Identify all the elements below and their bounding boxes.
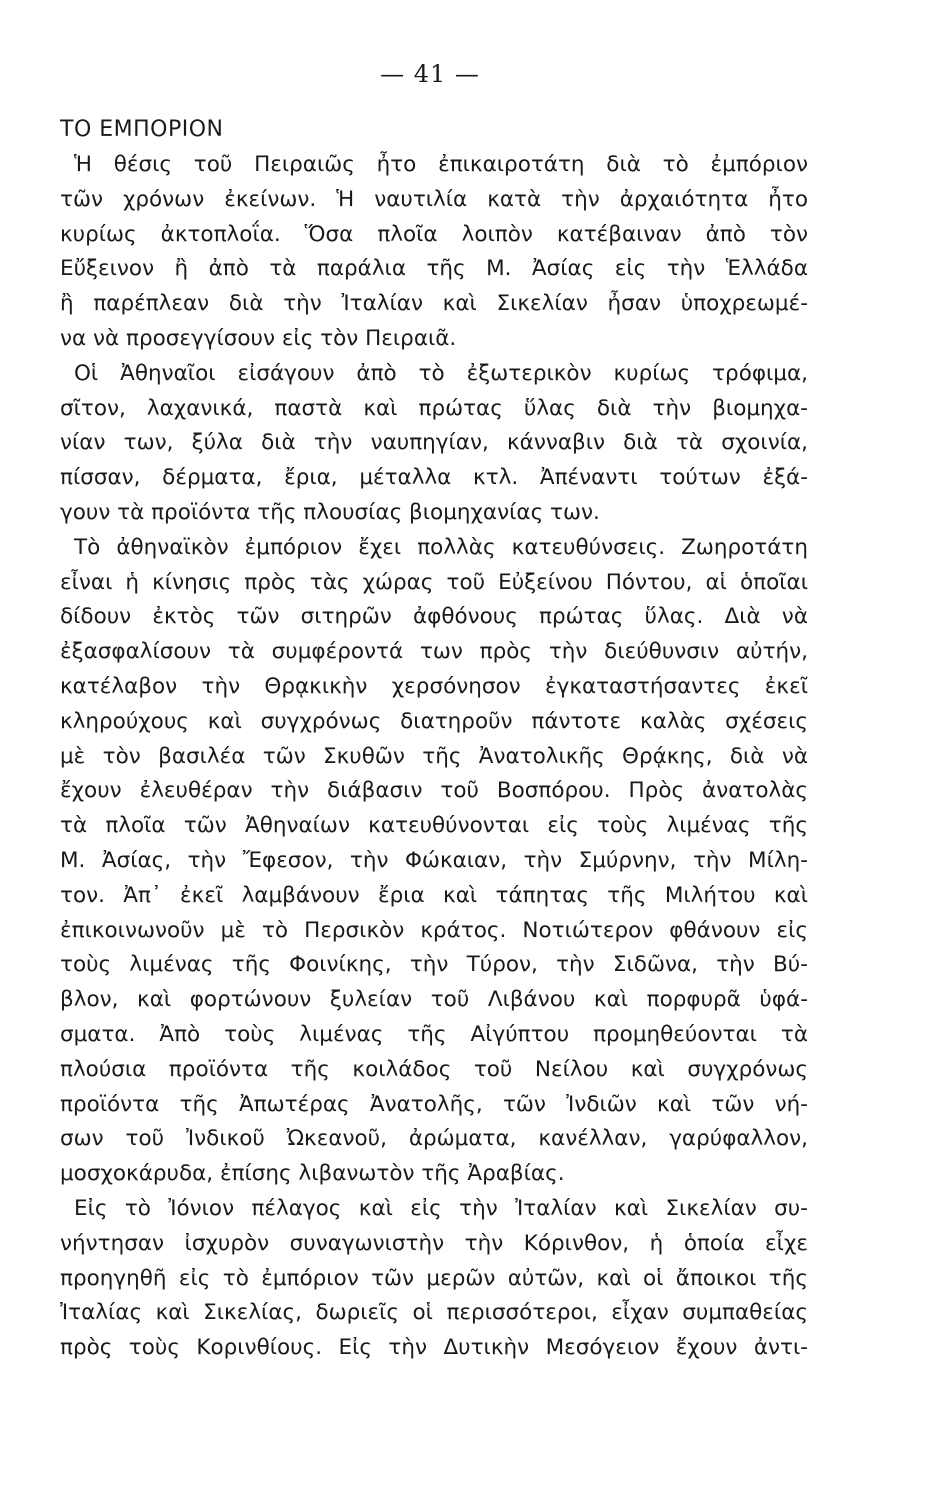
text-line: Τὸ ἀθηναϊκὸν ἐμπόριον ἔχει πολλὰς κατευθύνσεις. Ζωηροτάτη xyxy=(74,534,808,560)
section-title: ΤΟ ΕΜΠΟΡΙΟΝ xyxy=(60,117,224,142)
text-line: κληρούχους καὶ συγχρόνως διατηροῦν πάντοτε καλὰς σχέσεις xyxy=(60,708,808,734)
text-line: σματα. Ἀπὸ τοὺς λιμένας τῆς Αἰγύπτου προμηθεύονται τὰ xyxy=(60,1021,808,1047)
text-line: προηγηθῆ εἰς τὸ ἐμπόριον τῶν μερῶν αὐτῶν, καὶ οἱ ἄποικοι τῆς xyxy=(60,1265,808,1291)
text-line: ἐξασφαλίσουν τὰ συμφέροντά των πρὸς τὴν διεύθυνσιν αὐτήν, xyxy=(60,639,808,665)
text-line: βλον, καὶ φορτώνουν ξυλείαν τοῦ Λιβάνου καὶ πορφυρᾶ ὑφά- xyxy=(60,987,808,1013)
text-line: προϊόντα τῆς Ἀπωτέρας Ἀνατολῆς, τῶν Ἰνδιῶν καὶ τῶν νή- xyxy=(60,1091,808,1117)
text-line: σῖτον, λαχανικά, παστὰ καὶ πρώτας ὕλας διὰ τὴν βιομηχα- xyxy=(60,395,808,421)
text-line: μὲ τὸν βασιλέα τῶν Σκυθῶν τῆς Ἀνατολικῆς Θρᾴκης, διὰ νὰ xyxy=(60,743,808,769)
text-line: ἢ παρέπλεαν διὰ τὴν Ἰταλίαν καὶ Σικελίαν ἦσαν ὑποχρεωμέ- xyxy=(60,291,808,317)
text-line: κατέλαβον τὴν Θρᾳκικὴν χερσόνησον ἐγκαταστήσαντες ἐκεῖ xyxy=(60,673,808,699)
text-line: Οἱ Ἀθηναῖοι εἰσάγουν ἀπὸ τὸ ἐξωτερικὸν κυρίως τρόφιμα, xyxy=(74,360,808,386)
text-line: να νὰ προσεγγίσουν εἰς τὸν Πειραιᾶ. xyxy=(60,325,457,351)
text-line: πλούσια προϊόντα τῆς κοιλάδος τοῦ Νείλου καὶ συγχρόνως xyxy=(60,1056,808,1082)
page-number: — 41 — xyxy=(380,60,480,88)
text-line: εἶναι ἡ κίνησις πρὸς τὰς χώρας τοῦ Εὐξείνου Πόντου, αἱ ὁποῖαι xyxy=(60,569,808,595)
text-line: τῶν χρόνων ἐκείνων. Ἡ ναυτιλία κατὰ τὴν ἀρχαιότητα ἦτο xyxy=(60,186,808,212)
text-line: δίδουν ἐκτὸς τῶν σιτηρῶν ἀφθόνους πρώτας ὕλας. Διὰ νὰ xyxy=(60,604,808,630)
text-line: κυρίως ἀκτοπλοΐα. Ὅσα πλοῖα λοιπὸν κατέβαιναν ἀπὸ τὸν xyxy=(60,221,808,247)
text-line: νίαν των, ξύλα διὰ τὴν ναυπηγίαν, κάνναβιν διὰ τὰ σχοινία, xyxy=(60,430,808,456)
text-line: τὰ πλοῖα τῶν Ἀθηναίων κατευθύνονται εἰς τοὺς λιμένας τῆς xyxy=(60,813,808,839)
text-line: πίσσαν, δέρματα, ἔρια, μέταλλα κτλ. Ἀπέναντι τούτων ἐξά- xyxy=(60,465,808,491)
text-line: τοὺς λιμένας τῆς Φοινίκης, τὴν Τύρον, τὴν Σιδῶνα, τὴν Βύ- xyxy=(60,952,808,978)
text-line: σων τοῦ Ἰνδικοῦ Ὠκεανοῦ, ἀρώματα, κανέλλαν, γαρύφαλλον, xyxy=(60,1126,808,1152)
text-line: γουν τὰ προϊόντα τῆς πλουσίας βιομηχανίας των. xyxy=(60,499,600,525)
text-line: ἐπικοινωνοῦν μὲ τὸ Περσικὸν κράτος. Νοτιώτερον φθάνουν εἰς xyxy=(60,917,808,943)
text-line: νήντησαν ἰσχυρὸν συναγωνιστὴν τὴν Κόρινθον, ἡ ὁποία εἶχε xyxy=(60,1230,808,1256)
text-line: Μ. Ἀσίας, τὴν Ἔφεσον, τὴν Φώκαιαν, τὴν Σμύρνην, τὴν Μίλη- xyxy=(60,847,808,873)
text-line: Ἰταλίας καὶ Σικελίας, δωριεῖς οἱ περισσότεροι, εἶχαν συμπαθείας xyxy=(60,1300,808,1326)
text-line: Ἡ θέσις τοῦ Πειραιῶς ἦτο ἐπικαιροτάτη διὰ τὸ ἐμπόριον xyxy=(74,152,808,177)
text-line: ἔχουν ἐλευθέραν τὴν διάβασιν τοῦ Βοσπόρου. Πρὸς ἀνατολὰς xyxy=(60,778,808,804)
text-line: Εἰς τὸ Ἰόνιον πέλαγος καὶ εἰς τὴν Ἰταλίαν καὶ Σικελίαν συ- xyxy=(74,1195,808,1221)
body-text xyxy=(60,148,808,1366)
text-line: μοσχοκάρυδα, ἐπίσης λιβανωτὸν τῆς Ἀραβίας. xyxy=(60,1161,565,1187)
text-line: τον. Ἀπ᾿ ἐκεῖ λαμβάνουν ἔρια καὶ τάπητας τῆς Μιλήτου καὶ xyxy=(60,882,808,908)
text-line: Εὔξεινον ἢ ἀπὸ τὰ παράλια τῆς Μ. Ἀσίας εἰς τὴν Ἑλλάδα xyxy=(60,256,808,282)
text-line: πρὸς τοὺς Κορινθίους. Εἰς τὴν Δυτικὴν Μεσόγειον ἔχουν ἀντι- xyxy=(60,1335,808,1361)
